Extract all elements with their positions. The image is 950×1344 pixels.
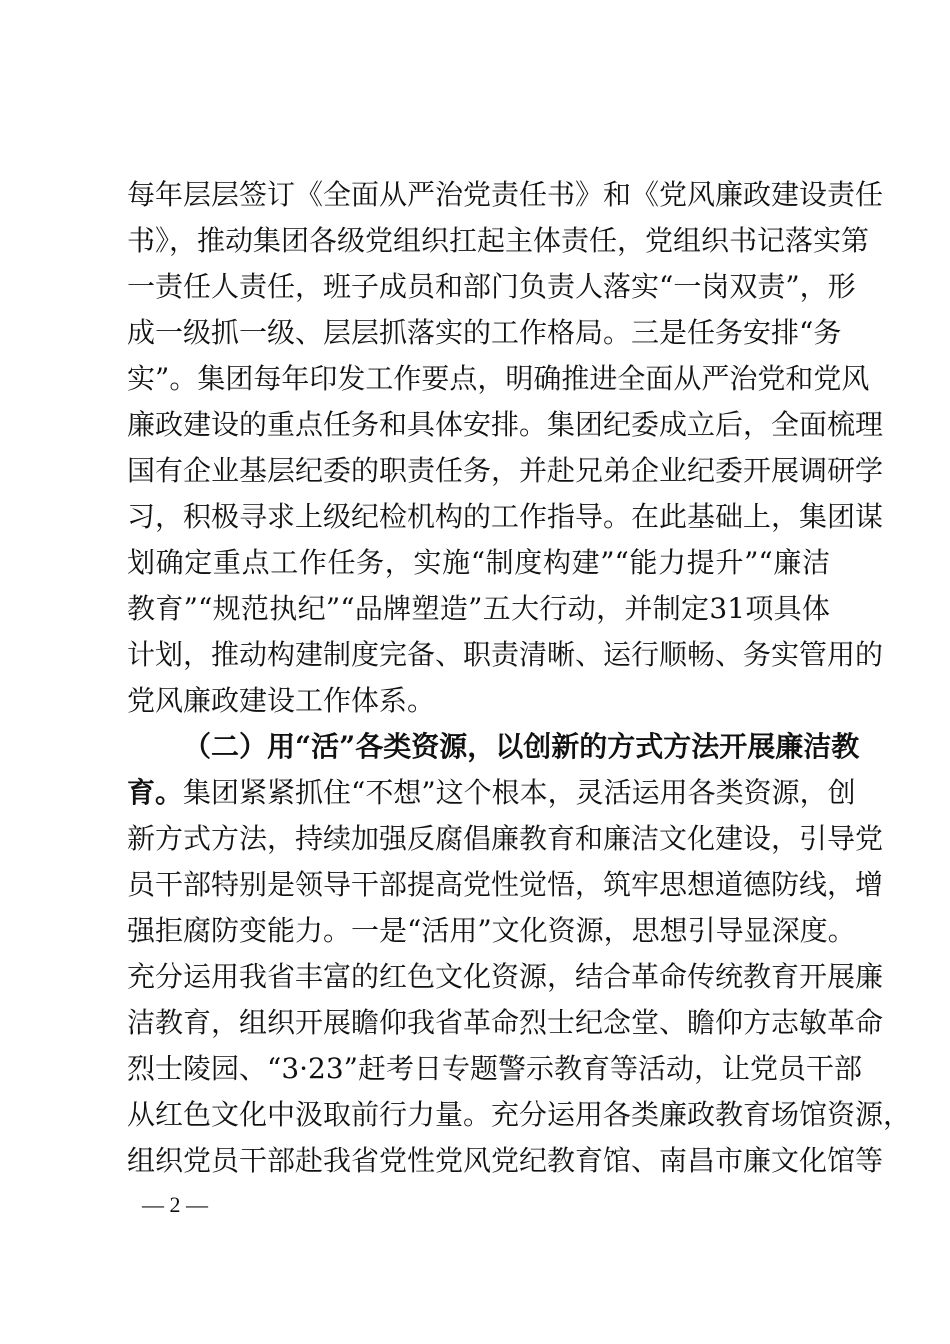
text-line: 烈士陵园、“3·23”赶考日专题警示教育等活动，让党员干部 — [127, 1052, 862, 1085]
text-line: 划确定重点工作任务，实施“制度构建”“能力提升”“廉洁 — [127, 546, 830, 579]
text-line: 一责任人责任，班子成员和部门负责人落实“一岗双责”，形 — [127, 270, 856, 303]
text-line: 党风廉政建设工作体系。 — [127, 684, 436, 717]
text-line: 从红色文化中汲取前行力量。充分运用各类廉政教育场馆资源， — [127, 1098, 912, 1131]
text-line: 国有企业基层纪委的职责任务，并赴兄弟企业纪委开展调研学 — [127, 454, 884, 487]
section-heading: （二）用“活”各类资源，以创新的方式方法开展廉洁教 — [183, 730, 860, 763]
text-line: 书》，推动集团各级党组织扛起主体责任，党组织书记落实第 — [127, 224, 870, 257]
section-heading-continuation: 育。 — [127, 776, 184, 809]
text-line: 教育”“规范执纪”“品牌塑造”五大行动，并制定31项具体 — [127, 592, 830, 625]
text-line: 充分运用我省丰富的红色文化资源，结合革命传统教育开展廉 — [127, 960, 884, 993]
text-line: 实”。集团每年印发工作要点，明确推进全面从严治党和党风 — [127, 362, 870, 395]
text-line-content: 集团紧紧抓住“不想”这个根本，灵活运用各类资源，创 — [183, 776, 856, 809]
text-line: 员干部特别是领导干部提高党性觉悟，筑牢思想道德防线，增 — [127, 868, 884, 901]
text-line: 新方式方法，持续加强反腐倡廉教育和廉洁文化建设，引导党 — [127, 822, 884, 855]
text-line: 成一级抓一级、层层抓落实的工作格局。三是任务安排“务 — [127, 316, 842, 349]
text-line: 计划，推动构建制度完备、职责清晰、运行顺畅、务实管用的 — [127, 638, 884, 671]
text-line: 每年层层签订《全面从严治党责任书》和《党风廉政建设责任 — [127, 178, 884, 211]
text-line: 习，积极寻求上级纪检机构的工作指导。在此基础上，集团谋 — [127, 500, 884, 533]
text-line: 组织党员干部赴我省党性党风党纪教育馆、南昌市廉文化馆等 — [127, 1144, 884, 1177]
page-number: — 2 — — [142, 1192, 208, 1217]
text-line: 强拒腐防变能力。一是“活用”文化资源，思想引导显深度。 — [127, 914, 856, 947]
text-line: 洁教育，组织开展瞻仰我省革命烈士纪念堂、瞻仰方志敏革命 — [127, 1006, 884, 1039]
text-line: 廉政建设的重点任务和具体安排。集团纪委成立后，全面梳理 — [127, 408, 884, 441]
text-line — [127, 773, 856, 813]
